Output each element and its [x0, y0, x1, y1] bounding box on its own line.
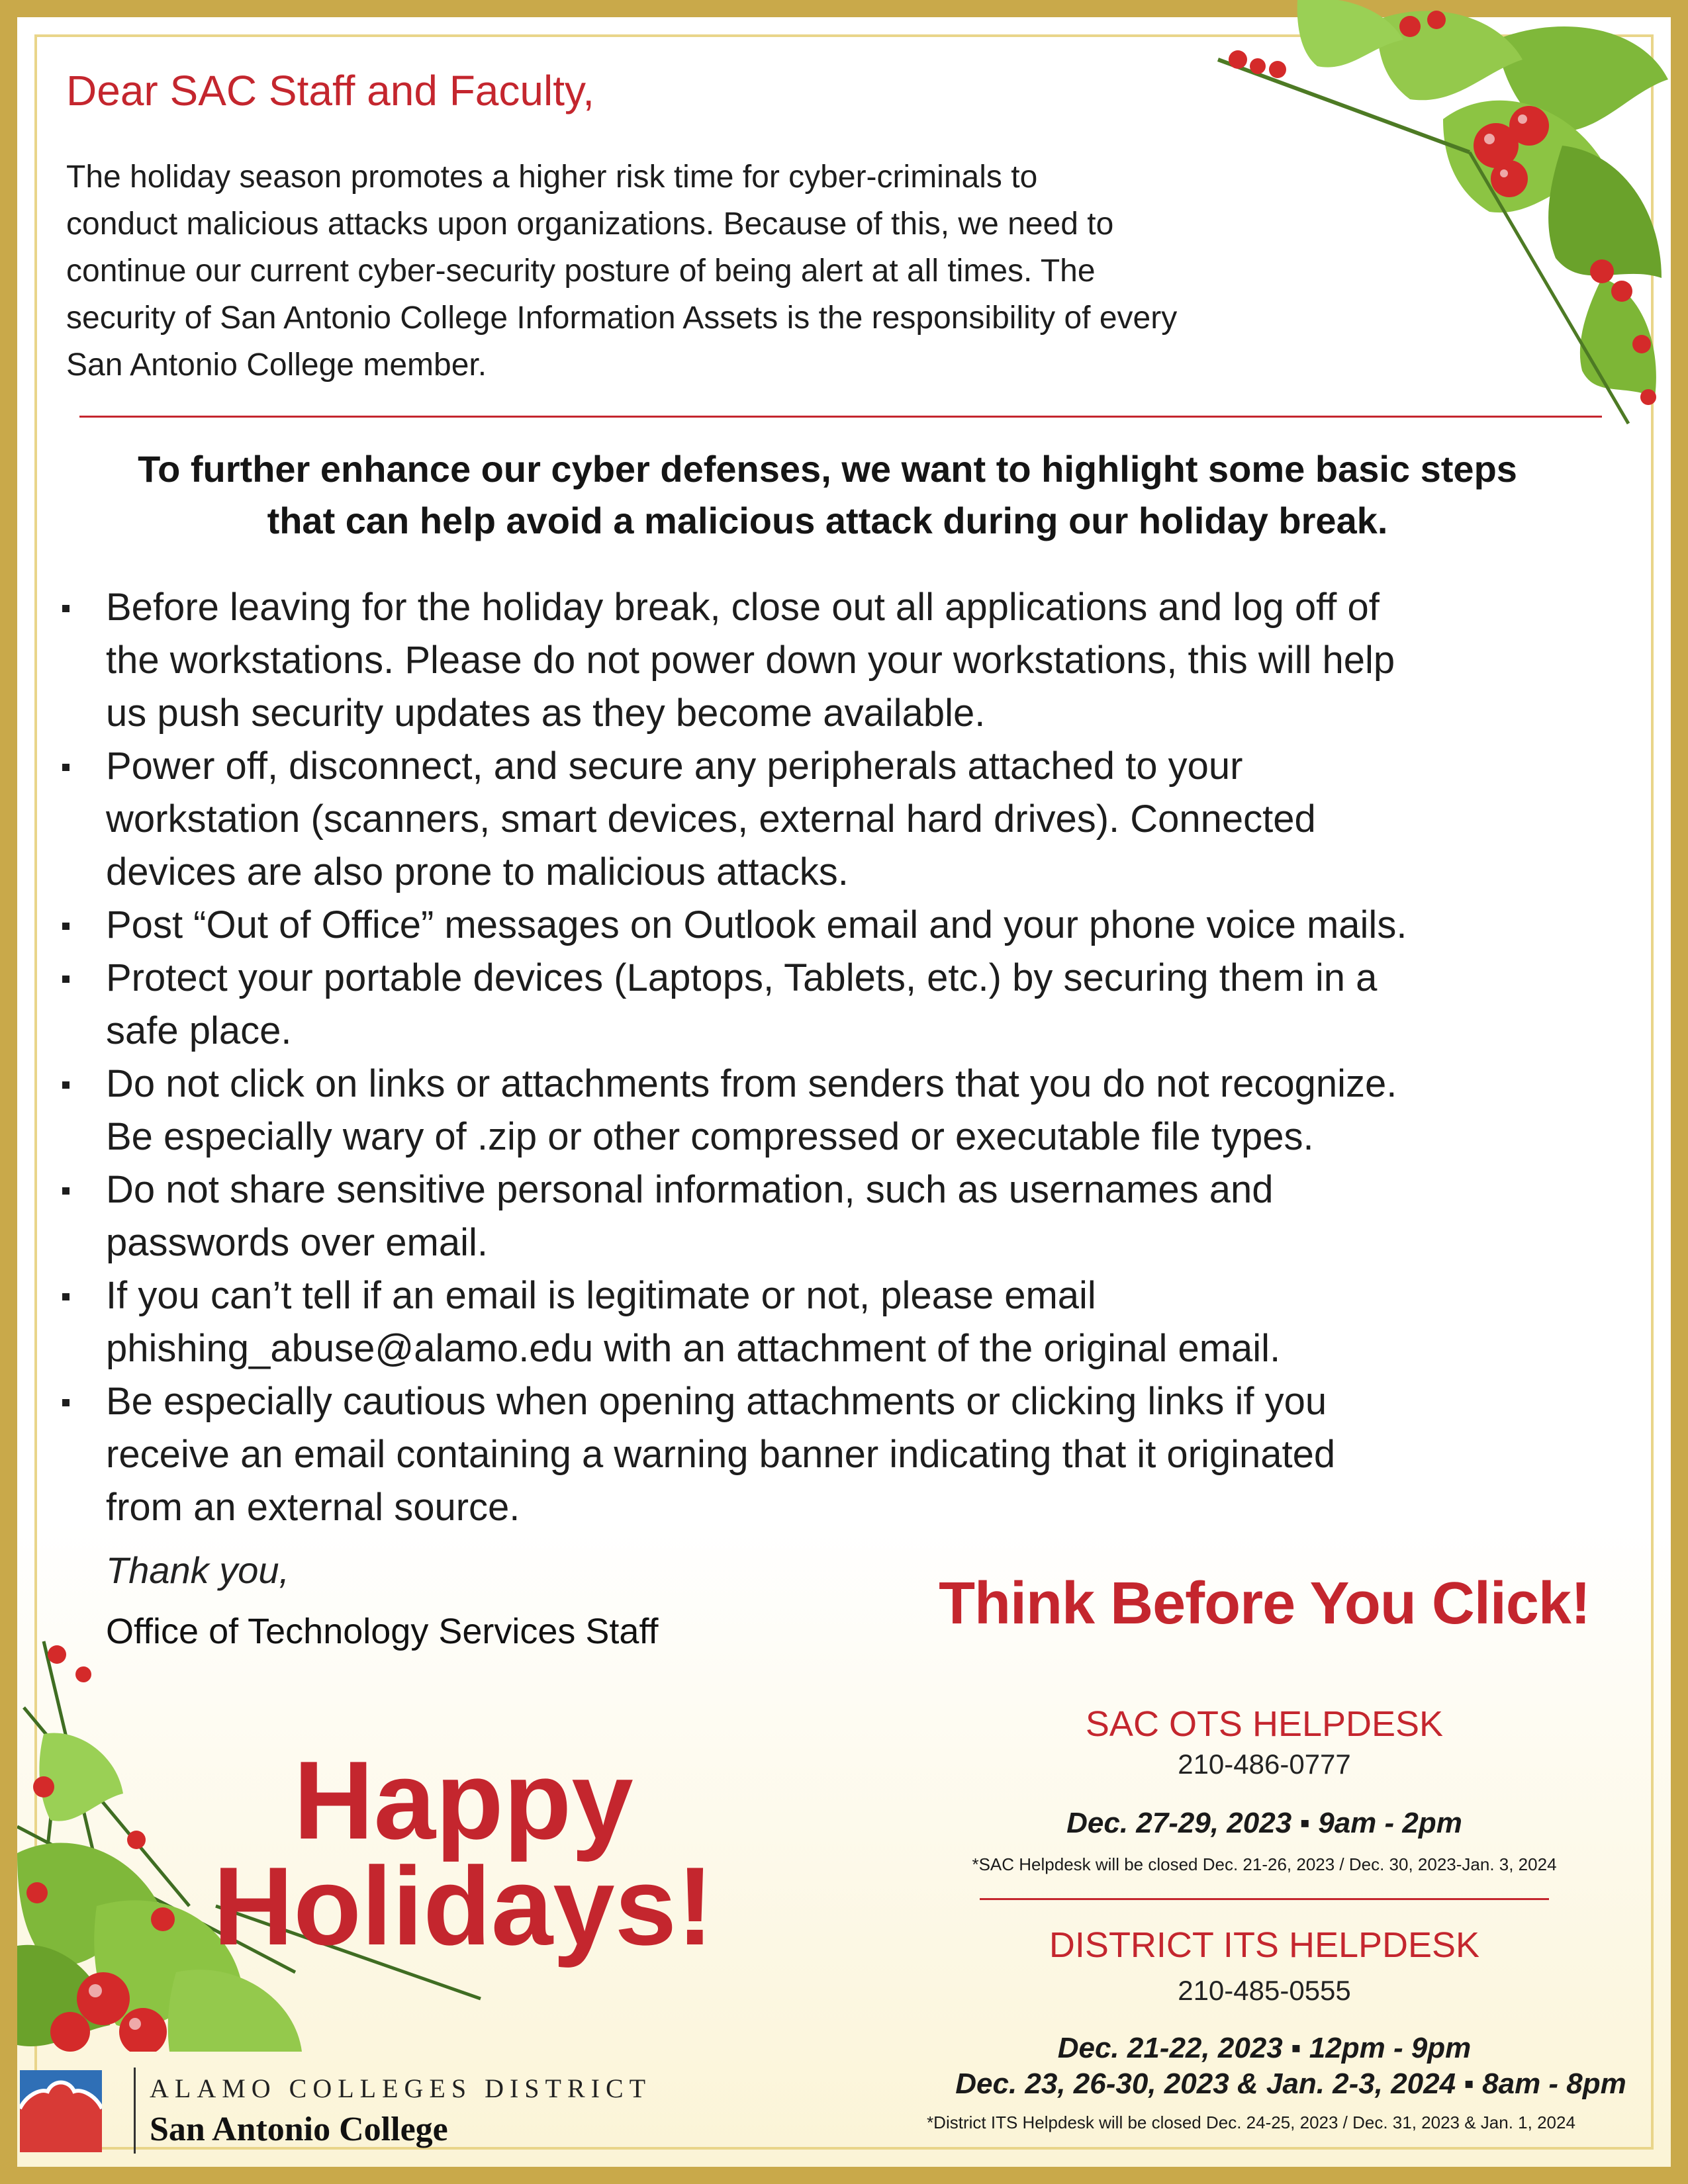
- highlight-heading: [53, 443, 1602, 547]
- list-item: Do not share sensitive personal information, such as usernames and passwords over email.: [53, 1163, 1615, 1269]
- signature: Office of Technology Services Staff: [106, 1612, 659, 1651]
- mission-arch-icon: [20, 2070, 102, 2152]
- intro-line: security of San Antonio College Information Assets is the responsibility of every: [66, 300, 1178, 336]
- holidays-line: Holidays!: [212, 1844, 714, 1968]
- college-logo: [20, 2057, 708, 2156]
- bullet-icon: [62, 1293, 70, 1300]
- district-helpdesk-note: *District ITS Helpdesk will be closed Dec. 24-25, 2023 / Dec. 31, 2023 & Jan. 1, 2024: [927, 2113, 1575, 2132]
- sac-helpdesk-note: *SAC Helpdesk will be closed Dec. 21-26, 2023 / Dec. 30, 2023-Jan. 3, 2024: [972, 1854, 1557, 1874]
- bullet-icon: [62, 976, 70, 983]
- district-helpdesk-phone: 210-485-0555: [1178, 1975, 1351, 2006]
- highlight-line: that can help avoid a malicious attack during our holiday break.: [267, 500, 1388, 541]
- bullet-icon: [62, 1187, 70, 1195]
- district-helpdesk-title: DISTRICT ITS HELPDESK: [1049, 1925, 1480, 1965]
- highlight-line: To further enhance our cyber defenses, we want to highlight some basic steps: [138, 448, 1517, 490]
- bullet-icon: [62, 764, 70, 771]
- logo-divider: [134, 2068, 136, 2154]
- bullet-icon: [62, 923, 70, 930]
- bullet-icon: [62, 1399, 70, 1406]
- divider-top: [79, 416, 1602, 418]
- list-item: Post “Out of Office” messages on Outlook email and your phone voice mails.: [53, 899, 1615, 952]
- list-item: Protect your portable devices (Laptops, Tablets, etc.) by securing them in a safe place.: [53, 952, 1615, 1058]
- steps-list: [53, 581, 1615, 1534]
- sac-helpdesk-hours: Dec. 27-29, 2023 ▪ 9am - 2pm: [1066, 1807, 1462, 1839]
- list-item: Before leaving for the holiday break, close out all applications and log off of the workstations. Please do not power down your workstations, this will help us push security updates as they become available.: [53, 581, 1615, 740]
- closing: Thank you,: [106, 1549, 290, 1591]
- district-name: ALAMO COLLEGES DISTRICT: [150, 2073, 652, 2103]
- intro-line: continue our current cyber-security posture of being alert at all times. The: [66, 253, 1096, 289]
- happy-line: Happy: [293, 1738, 633, 1862]
- college-name: San Antonio College: [150, 2111, 448, 2148]
- divider-helpdesk: [980, 1898, 1549, 1900]
- list-item: If you can’t tell if an email is legitimate or not, please email phishing_abuse@alamo.edu with an attachment of the original email.: [53, 1269, 1615, 1375]
- bullet-icon: [62, 1081, 70, 1089]
- intro-paragraph: [66, 154, 1443, 388]
- greeting: Dear SAC Staff and Faculty,: [66, 67, 594, 114]
- intro-line: conduct malicious attacks upon organizations. Because of this, we need to: [66, 206, 1114, 242]
- list-item: Do not click on links or attachments from senders that you do not recognize. Be especially wary of .zip or other compressed or executable file types.: [53, 1058, 1615, 1163]
- bullet-icon: [62, 605, 70, 612]
- list-item: Power off, disconnect, and secure any peripherals attached to your workstation (scanners, smart devices, external hard drives). Connected devices are also prone to malicious attacks.: [53, 740, 1615, 899]
- happy-holidays-heading: [199, 1738, 728, 1968]
- district-helpdesk-hours-2: Dec. 23, 26-30, 2023 & Jan. 2-3, 2024 ▪ 8am - 8pm: [955, 2068, 1626, 2100]
- list-item: Be especially cautious when opening attachments or clicking links if you receive an email containing a warning banner indicating that it originated from an external source.: [53, 1375, 1615, 1534]
- district-helpdesk-hours-1: Dec. 21-22, 2023 ▪ 12pm - 9pm: [1057, 2032, 1472, 2064]
- intro-line: The holiday season promotes a higher risk time for cyber-criminals to: [66, 159, 1038, 195]
- sac-helpdesk-phone: 210-486-0777: [1178, 1749, 1351, 1780]
- tagline: Think Before You Click!: [939, 1570, 1590, 1637]
- intro-line: San Antonio College member.: [66, 347, 487, 383]
- sac-helpdesk-title: SAC OTS HELPDESK: [1085, 1704, 1444, 1744]
